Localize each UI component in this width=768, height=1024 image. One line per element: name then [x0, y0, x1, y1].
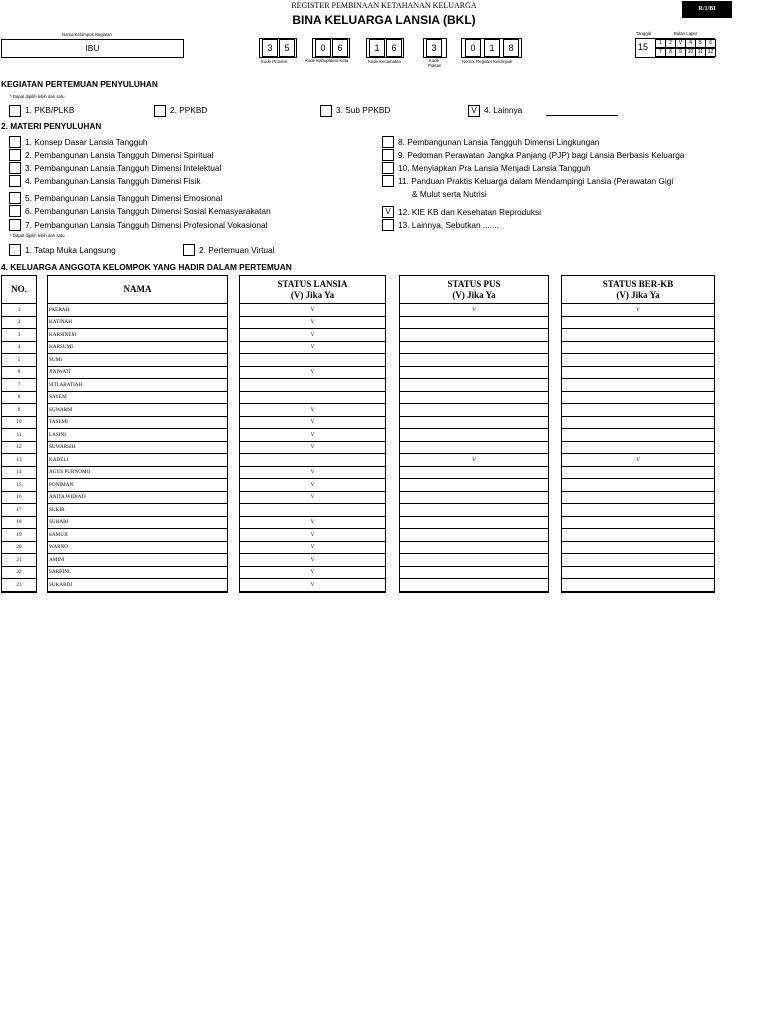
table-cell-nama[interactable]: JINIWATI [49, 369, 71, 375]
table-row [399, 529, 549, 542]
table-row [399, 554, 549, 567]
table-row [399, 504, 549, 517]
table-row [47, 342, 228, 355]
table-cell-nama[interactable]: SITI ABATIAH [49, 381, 83, 388]
materi-checkbox[interactable] [382, 149, 394, 161]
bulan-lapor-cell[interactable]: V [675, 39, 686, 48]
tanggal-label: Tanggal [636, 31, 652, 36]
table-cell-nama[interactable]: KARSUMI [49, 344, 73, 350]
table-cell-lansia[interactable]: V [310, 481, 315, 488]
table-cell-no: 6 [17, 369, 21, 375]
table-cell-no: 16 [16, 494, 22, 500]
section1-note: * Dapat dipilih lebih dari satu [10, 94, 65, 99]
table-row [47, 554, 228, 567]
materi-checkbox[interactable] [9, 192, 21, 204]
materi-label: 11. Panduan Praktis Keluarga dalam Mendampingi Lansia (Perawatan Gigi [398, 176, 674, 186]
table-cell-no: 5 [17, 356, 21, 363]
table-cell-nama[interactable]: SUWARNI [49, 406, 73, 413]
table-cell-nama[interactable]: SARBINI [49, 569, 70, 575]
kegiatan-lainnya-line[interactable] [546, 115, 618, 116]
table-row [561, 442, 715, 455]
table-row [47, 504, 228, 517]
kode-provinsi-digit: 3 [262, 39, 278, 57]
bulan-lapor-cell[interactable]: 9 [675, 48, 686, 57]
table-row [561, 392, 715, 405]
table-row [399, 567, 549, 580]
group-name-value: IBU [85, 43, 100, 53]
materi-checkbox[interactable] [9, 149, 21, 161]
table-row [239, 392, 386, 405]
table-row [399, 579, 549, 592]
header-status-pus-sub: (V) Jika Ya [452, 290, 496, 300]
table-row [399, 429, 549, 442]
header-status-lansia-sub: (V) Jika Ya [290, 290, 335, 300]
pertemuan-virtual-label: 2. Pertemuan Virtual [199, 245, 275, 255]
kegiatan-lainnya-label: 4. Lainnya [484, 105, 523, 115]
kegiatan-sub-ppkbd-label: 3. Sub PPKBD [336, 105, 391, 115]
materi-label: 1. Konsep Dasar Lansia Tangguh [25, 137, 148, 147]
header-nama-text: NAMA [123, 284, 152, 294]
table-cell-no: 7 [17, 381, 21, 388]
table-cell-no: 14 [16, 469, 22, 475]
nomor-register-digit: 0 [465, 39, 481, 57]
table-row [47, 579, 228, 592]
kode-provinsi-label: Kode Provinsi [261, 59, 288, 64]
table-row [399, 354, 549, 367]
table-row [47, 304, 228, 317]
table-row [561, 467, 715, 480]
table-row [561, 417, 715, 430]
table-row [399, 342, 549, 355]
table-row [399, 329, 549, 342]
table-row [47, 529, 228, 542]
bulan-lapor-cell[interactable]: 1 [655, 39, 666, 48]
table-cell-lansia[interactable]: V [310, 306, 315, 313]
table-row [47, 417, 228, 430]
bulan-lapor-cell[interactable]: 11 [695, 48, 706, 57]
table-cell-lansia[interactable]: V [310, 519, 315, 525]
table-row [399, 392, 549, 405]
table-row [399, 517, 549, 530]
bulan-lapor-cell[interactable]: 10 [685, 48, 696, 57]
table-row [47, 454, 228, 467]
table-cell-nama[interactable]: PAERAH [49, 306, 70, 313]
table-cell-lansia[interactable]: V [310, 331, 315, 338]
table-cell-lansia[interactable]: V [310, 431, 315, 438]
bulan-lapor-cell[interactable]: 5 [695, 39, 706, 48]
table-cell-nama[interactable]: SUKIR [49, 506, 65, 513]
form-subtitle: REGISTER PEMBINAAN KETAHANAN KELUARGA [291, 1, 477, 10]
table-row [561, 529, 715, 542]
table-cell-no: 20 [16, 544, 22, 550]
table-row [561, 354, 715, 367]
tanggal-value: 15 [638, 42, 649, 52]
table-cell-no: 19 [16, 531, 22, 538]
bulan-lapor-cell[interactable]: 4 [685, 39, 696, 48]
materi-checkbox[interactable] [9, 205, 21, 217]
table-cell-nama[interactable]: KADELI [49, 456, 69, 463]
materi-checkbox[interactable] [382, 162, 394, 174]
table-row [47, 367, 228, 380]
table-cell-lansia[interactable]: V [310, 544, 315, 550]
table-cell-nama[interactable]: KATINAH [49, 319, 73, 325]
bulan-lapor-cell[interactable]: 7 [655, 48, 666, 57]
tatap-muka-label: 1. Tatap Muka Langsung [25, 245, 116, 255]
table-cell-no: 9 [17, 406, 21, 413]
table-cell-nama[interactable]: ANITA WIDIATI [49, 494, 86, 500]
table-row [399, 317, 549, 330]
header-status-lansia [239, 275, 386, 304]
table-cell-nama[interactable]: LASINI [49, 431, 67, 438]
table-cell-lansia[interactable]: V [310, 531, 315, 538]
table-row [47, 542, 228, 555]
table-row [561, 554, 715, 567]
section1-title: KEGIATAN PERTEMUAN PENYULUHAN [1, 79, 158, 89]
table-row [399, 367, 549, 380]
table-row [561, 504, 715, 517]
kode-kabupaten-digit: 6 [332, 39, 348, 57]
bulan-lapor-cell[interactable]: 6 [705, 39, 716, 48]
pertemuan-virtual-checkbox[interactable] [183, 244, 195, 256]
table-cell-lansia[interactable]: V [310, 569, 315, 575]
table-row [47, 354, 228, 367]
table-row [399, 467, 549, 480]
table-row [239, 379, 386, 392]
header-status-kb-text: STATUS BER-KB [602, 279, 674, 289]
table-cell-pus[interactable]: V [472, 456, 476, 463]
materi-label: 5. Pembangunan Lansia Tangguh Dimensi Emosional [25, 193, 223, 203]
table-cell-nama[interactable]: SUMI [49, 356, 62, 363]
section4-title: 4. KELUARGA ANGGOTA KELOMPOK YANG HADIR DALAM PERTEMUAN [1, 262, 292, 272]
table-cell-no: 4 [17, 344, 21, 350]
table-row [47, 567, 228, 580]
kode-kecamatan-digit: 6 [386, 39, 402, 57]
table-cell-no: 13 [16, 456, 22, 463]
header-status-lansia-text: STATUS LANSIA [277, 279, 348, 289]
table-cell-lansia[interactable]: V [310, 406, 315, 413]
bulan-lapor-cell[interactable]: 8 [665, 48, 676, 57]
table-cell-no: 17 [16, 506, 22, 513]
table-row [561, 542, 715, 555]
table-row [47, 392, 228, 405]
bulan-lapor-label: Bulan Lapor [674, 31, 698, 36]
materi-label: 6. Pembangunan Lansia Tangguh Dimensi Sosial Kemasyarakatan [25, 206, 271, 216]
materi-checkbox[interactable] [382, 175, 394, 187]
materi-checkbox[interactable]: V [382, 206, 394, 218]
materi-checkbox[interactable] [382, 136, 394, 148]
nomor-register-label: Nomor Register Kelompok [462, 59, 513, 64]
table-row [561, 567, 715, 580]
materi-label: 12. KIE KB dan Kesehatan Reproduksi [398, 207, 541, 217]
table-cell-nama[interactable]: PONIMAN [49, 481, 74, 488]
bulan-lapor-cell[interactable]: 12 [705, 48, 716, 57]
table-cell-no: 18 [16, 519, 22, 525]
table-cell-no: 1 [17, 306, 21, 313]
table-row [561, 379, 715, 392]
table-row [47, 317, 228, 330]
table-cell-kb[interactable]: V [636, 306, 640, 313]
table-row [561, 479, 715, 492]
table-row [399, 442, 549, 455]
kegiatan-pkb-checkbox[interactable] [9, 105, 21, 117]
table-cell-no: 3 [17, 331, 21, 338]
materi-label: 4. Pembangunan Lansia Tangguh Dimensi Fisik [25, 176, 201, 186]
table-row [399, 379, 549, 392]
table-cell-lansia[interactable]: V [310, 444, 315, 450]
kegiatan-pkb-label: 1. PKB/PLKB [25, 105, 75, 115]
table-row [561, 517, 715, 530]
materi-checkbox[interactable] [9, 162, 21, 174]
kegiatan-lainnya-checkbox[interactable]: V [468, 105, 480, 117]
table-cell-nama[interactable]: AMINI [49, 556, 65, 563]
kode-kecamatan-label: Kode Kecamatan [368, 59, 401, 64]
table-row [239, 354, 386, 367]
table-row [47, 429, 228, 442]
header-status-kb [561, 275, 715, 304]
table-cell-kb[interactable]: V [636, 456, 640, 463]
header-no [1, 275, 37, 304]
materi-label: 8. Pembangunan Lansia Tangguh Dimensi Lingkungan [398, 137, 600, 147]
table-row [399, 492, 549, 505]
table-row [561, 492, 715, 505]
kode-poktan-digit: 3 [426, 39, 442, 57]
table-cell-lansia[interactable]: V [310, 344, 315, 350]
materi-label: 9. Pedoman Perawatan Jangka Panjang (PJP) bagi Lansia Berbasis Keluarga [398, 150, 685, 160]
group-name-field[interactable] [1, 39, 184, 58]
table-cell-no: 8 [17, 394, 21, 400]
table-cell-lansia[interactable]: V [310, 469, 315, 475]
table-row [561, 579, 715, 592]
table-cell-lansia[interactable]: V [310, 419, 315, 425]
materi-checkbox[interactable] [9, 136, 21, 148]
table-cell-lansia[interactable]: V [310, 556, 315, 563]
kode-kecamatan-digit: 1 [369, 39, 385, 57]
bulan-lapor-cell[interactable]: 2 [665, 39, 676, 48]
header-status-kb-sub: (V) Jika Ya [616, 290, 660, 300]
table-row [47, 517, 228, 530]
materi-label: 13. Lainnya, Sebutkan ....... [398, 220, 500, 230]
table-row [561, 404, 715, 417]
table-row [399, 417, 549, 430]
kode-poktan-label: Kode Poktan [428, 58, 442, 68]
table-cell-no: 11 [16, 431, 22, 438]
nomor-register-digit: 8 [503, 39, 519, 57]
form-title: BINA KELUARGA LANSIA (BKL) [292, 13, 476, 27]
table-row [47, 479, 228, 492]
table-cell-lansia[interactable]: V [310, 369, 315, 375]
materi-label: 7. Pembangunan Lansia Tangguh Dimensi Profesional Vokasional [25, 220, 268, 230]
table-cell-lansia[interactable]: V [310, 494, 315, 500]
table-cell-no: 21 [16, 556, 22, 563]
table-cell-pus[interactable]: V [472, 306, 476, 313]
kode-provinsi-digit: 5 [279, 39, 295, 57]
table-row [399, 479, 549, 492]
table-cell-nama[interactable]: SUHARI [49, 519, 69, 525]
kegiatan-ppkbd-label: 2. PPKBD [170, 105, 208, 115]
table-cell-no: 15 [16, 481, 22, 488]
table-cell-nama[interactable]: SUWARSIH [49, 444, 76, 450]
materi-label: 2. Pembangunan Lansia Tangguh Dimensi Spiritual [25, 150, 214, 160]
table-row [561, 342, 715, 355]
table-cell-no: 10 [16, 419, 22, 425]
table-cell-no: 22 [16, 569, 22, 575]
table-cell-nama[interactable]: SAMUJI [49, 531, 68, 538]
table-cell-nama[interactable]: SAYEM [49, 394, 67, 400]
table-cell-no: 23 [16, 581, 22, 588]
table-row [561, 329, 715, 342]
nomor-register-digit: 1 [484, 39, 500, 57]
group-name-label: Nama Kelompok Kegiatan [62, 32, 112, 37]
materi-checkbox[interactable] [9, 175, 21, 187]
form-code-badge: R/1/BI [682, 1, 732, 18]
table-row [561, 317, 715, 330]
materi-label: 10. Menyiapkan Pra Lansia Menjadi Lansia Tangguh [398, 163, 591, 173]
header-status-pus-text: STATUS PUS [447, 279, 501, 289]
table-cell-no: 2 [17, 319, 21, 325]
section2-title: 2. MATERI PENYULUHAN [1, 121, 102, 131]
kegiatan-ppkbd-checkbox[interactable] [154, 105, 166, 117]
materi-checkbox[interactable] [382, 219, 394, 231]
tatap-muka-checkbox[interactable] [9, 244, 21, 256]
kode-kabupaten-label: Kode Kabupaten/ Kota [305, 58, 349, 63]
table-cell-lansia[interactable]: V [310, 319, 315, 325]
table-cell-no: 12 [16, 444, 22, 450]
header-no-text: NO. [11, 284, 27, 294]
materi-label-continued: & Mulut serta Nutrisi [412, 189, 487, 199]
table-row [239, 454, 386, 467]
header-status-pus [399, 275, 549, 304]
table-row [561, 429, 715, 442]
table-cell-lansia[interactable]: V [310, 581, 315, 588]
header-nama [47, 275, 228, 304]
table-cell-nama[interactable]: SUKARDI [49, 581, 73, 588]
table-row [561, 367, 715, 380]
section3-note: * Dapat dipilih lebih dari satu [10, 233, 65, 238]
table-row [399, 542, 549, 555]
table-cell-nama[interactable]: WARNO [49, 544, 69, 550]
table-row [239, 504, 386, 517]
table-cell-nama[interactable]: KARSINEM [49, 331, 77, 338]
table-cell-nama[interactable]: AGUS PURNOMO [49, 469, 91, 475]
table-row [399, 404, 549, 417]
kode-kabupaten-digit: 0 [315, 39, 331, 57]
table-row [47, 404, 228, 417]
kegiatan-sub-ppkbd-checkbox[interactable] [320, 105, 332, 117]
table-cell-nama[interactable]: TASEMI [49, 419, 68, 425]
materi-label: 3. Pembangunan Lansia Tangguh Dimensi Intelektual [25, 163, 222, 173]
materi-checkbox[interactable] [9, 219, 21, 231]
